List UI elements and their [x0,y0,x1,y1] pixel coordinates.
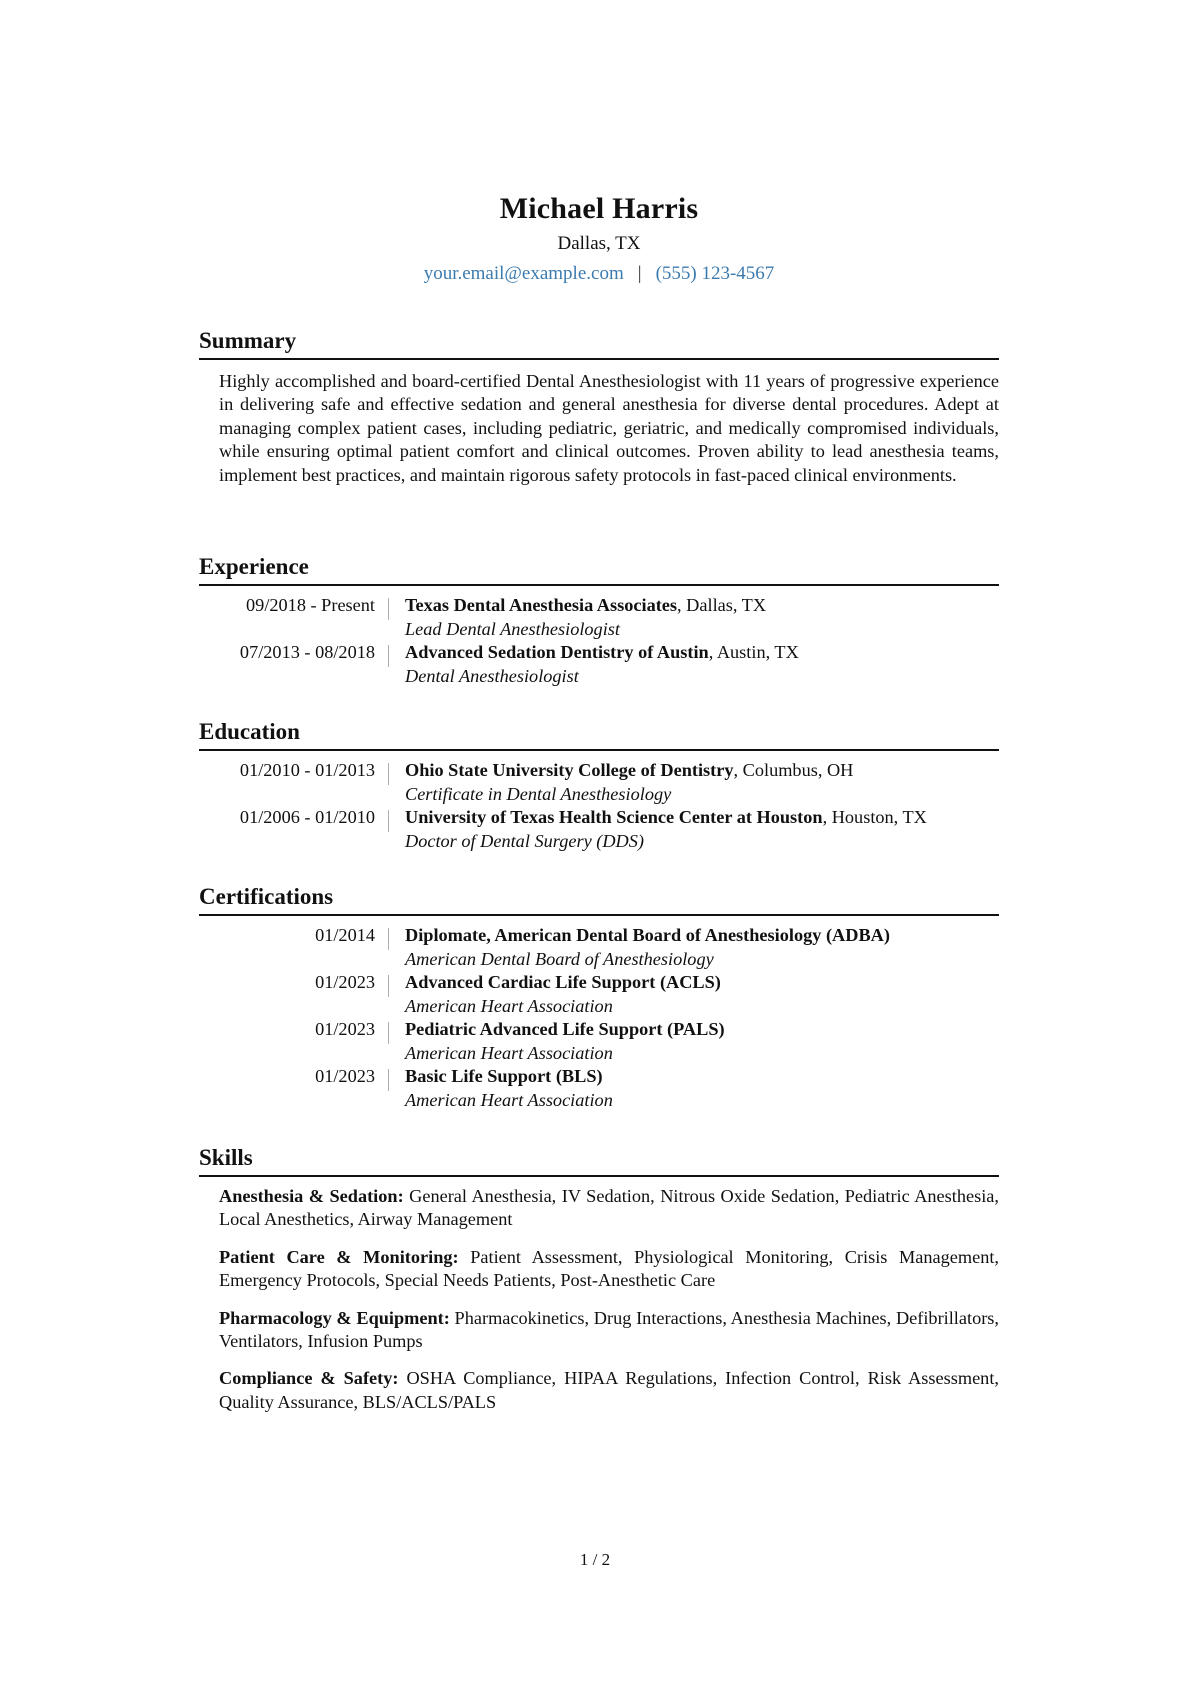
certification-name: Basic Life Support (BLS) [405,1066,603,1086]
skill-group [219,1367,999,1414]
entry-date: 01/2023 [199,1018,389,1065]
entry-location: , Dallas, TX [677,595,767,615]
skill-group-label: Anesthesia & Sedation: [219,1186,404,1206]
entry-date: 01/2023 [199,1065,389,1112]
entry-role: Dental Anesthesiologist [405,665,579,686]
entry-degree: Doctor of Dental Surgery (DDS) [405,830,644,851]
skill-group-label: Pharmacology & Equipment: [219,1307,450,1328]
entry-date: 01/2014 [199,924,389,971]
contact-line [199,260,999,288]
skill-group-label: Compliance & Safety: [219,1368,399,1389]
skill-group-values: General Anesthesia, IV Sedation, Nitrous Oxide Sedation, Pediatric Anesthesia, Local Anesthetics, Airway Management [219,1186,999,1230]
summary-section [199,327,999,487]
entry-degree: Certificate in Dental Anesthesiology [405,783,672,804]
experience-entry [199,641,999,688]
entry-date: 01/2010 - 01/2013 [199,759,389,806]
entry-date: 01/2006 - 01/2010 [199,806,389,853]
certification-entry [199,971,999,1018]
experience-entry [199,594,999,641]
certification-issuer: American Heart Association [405,1089,613,1110]
section-title-summary: Summary [199,327,999,360]
summary-text: Highly accomplished and board-certified Dental Anesthesiologist with 11 years of progressive experience in delivering safe and effective sedation and general anesthesia for diverse dental procedures. Adept at managing complex patient cases, including pediatric, geriatric, and medically compromised individuals, while ensuring optimal patient comfort and clinical outcomes. Proven ability to lead anesthesia teams, implement best practices, and maintain rigorous safety protocols in fast-paced clinical environments. [219,371,999,485]
section-title-experience: Experience [199,553,999,586]
page-number: 1 / 2 [579,1550,611,1569]
certification-issuer: American Dental Board of Anesthesiology [405,948,714,969]
section-title-certifications: Certifications [199,883,999,916]
entry-date: 01/2023 [199,971,389,1018]
email-link[interactable]: your.email@example.com [423,263,624,284]
entry-location: , Columbus, OH [733,760,854,780]
education-entry [199,806,999,853]
skill-group [219,1185,999,1232]
certification-name: Pediatric Advanced Life Support (PALS) [405,1019,725,1039]
section-title-education: Education [199,718,999,751]
entry-date: 09/2018 - Present [199,594,389,641]
skill-group [219,1307,999,1354]
certification-entry [199,1065,999,1112]
entry-organization: Ohio State University College of Dentistry [405,760,734,780]
candidate-location: Dallas, TX [557,233,641,254]
skill-group [219,1246,999,1293]
contact-separator: | [637,263,642,284]
certification-issuer: American Heart Association [405,995,613,1016]
entry-organization: Advanced Sedation Dentistry of Austin [405,642,709,662]
entry-organization: Texas Dental Anesthesia Associates [405,595,678,615]
certifications-section [199,883,999,1112]
certification-issuer: American Heart Association [405,1042,613,1063]
entry-organization: University of Texas Health Science Center at Houston [405,807,823,827]
phone-link[interactable]: (555) 123-4567 [655,263,775,284]
entry-date: 07/2013 - 08/2018 [199,641,389,688]
skills-section [199,1144,999,1428]
candidate-name: Michael Harris [499,192,699,225]
experience-section [199,553,999,688]
skill-group-values: Pharmacokinetics, Drug Interactions, Anesthesia Machines, Defibrillators, Ventilators, Infusion Pumps [219,1307,999,1352]
certification-entry [199,924,999,971]
section-title-skills: Skills [199,1144,999,1177]
skill-group-values: OSHA Compliance, HIPAA Regulations, Infection Control, Risk Assessment, Quality Assurance, BLS/ACLS/PALS [219,1368,999,1412]
certification-entry [199,1018,999,1065]
certification-name: Diplomate, American Dental Board of Anesthesiology (ADBA) [405,925,890,945]
education-entry [199,759,999,806]
skill-group-label: Patient Care & Monitoring: [219,1246,459,1267]
certification-name: Advanced Cardiac Life Support (ACLS) [405,972,721,992]
skill-group-values: Patient Assessment, Physiological Monitoring, Crisis Management, Emergency Protocols, Special Needs Patients, Post-Anesthetic Care [219,1246,999,1291]
entry-location: , Austin, TX [708,642,799,662]
resume-header [199,190,999,288]
entry-location: , Houston, TX [822,807,927,827]
entry-role: Lead Dental Anesthesiologist [405,618,620,639]
education-section [199,718,999,853]
